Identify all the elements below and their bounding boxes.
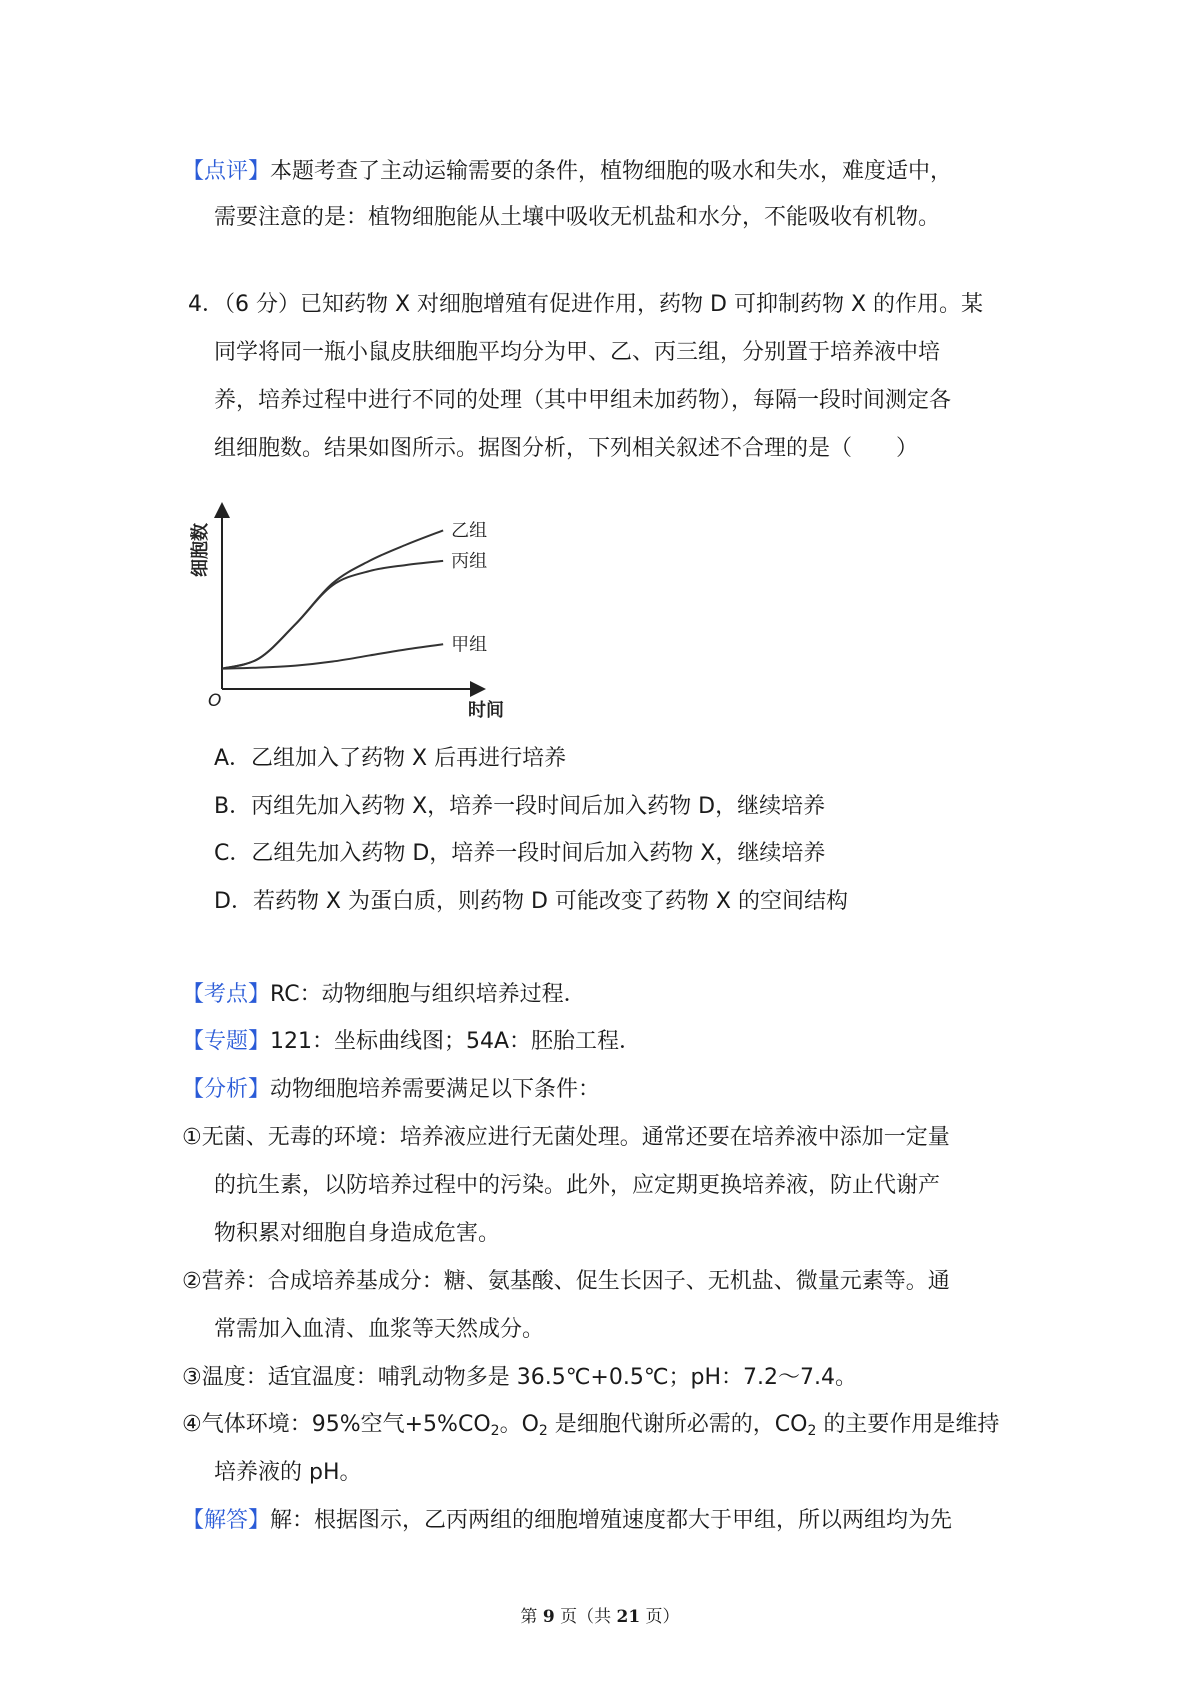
jieda-line — [0, 1506, 1200, 1536]
series-label-2: 丙组 — [451, 550, 488, 572]
series-label-1: 乙组 — [451, 520, 488, 542]
x-axis-label: 时间 — [468, 700, 504, 721]
cond3-line-1: ③温度：适宜温度：哺乳动物多是 36.5℃+0.5℃；pH：7.2～7.4。 — [182, 1365, 858, 1390]
question-line-4: 组细胞数。结果如图所示。据图分析，下列相关叙述不合理的是（ ） — [214, 436, 919, 461]
fenxi-tag: 【分析】 — [182, 1077, 271, 1102]
cond4-line-1 — [0, 1410, 1200, 1440]
option-a: A．乙组加入了药物 X 后再进行培养 — [214, 746, 567, 771]
cond4-sub-3: 2 — [807, 1423, 817, 1439]
zhuanti-line — [0, 1027, 1200, 1057]
cond4-sub-1: 2 — [490, 1423, 500, 1439]
question-line-1: 4．（6 分）已知药物 X 对细胞增殖有促进作用，药物 D 可抑制药物 X 的作用。某 — [188, 292, 984, 317]
cond4-text-b: 。O — [499, 1412, 539, 1437]
series-line-2 — [222, 561, 443, 669]
cond1-line-1: ①无菌、无毒的环境：培养液应进行无菌处理。通常还要在培养液中添加一定量 — [182, 1125, 950, 1150]
cond4-sub-2: 2 — [538, 1423, 548, 1439]
jieda-text: 解：根据图示，乙丙两组的细胞增殖速度都大于甲组，所以两组均为先 — [270, 1508, 953, 1533]
cond4-line-2: 培养液的 pH。 — [214, 1460, 362, 1485]
cond1-line-2: 的抗生素，以防培养过程中的污染。此外，应定期更换培养液，防止代谢产 — [214, 1173, 941, 1198]
zhuanti-text: 121：坐标曲线图；54A：胚胎工程． — [270, 1029, 642, 1054]
cond2-line-2: 常需加入血清、血浆等天然成分。 — [214, 1317, 545, 1342]
review-text-2: 需要注意的是：植物细胞能从土壤中吸收无机盐和水分，不能吸收有机物。 — [214, 205, 941, 230]
cond2-line-1: ②营养：合成培养基成分：糖、氨基酸、促生长因子、无机盐、微量元素等。通 — [182, 1269, 950, 1294]
review-tag: 【点评】 — [182, 159, 271, 184]
option-b: B．丙组先加入药物 X，培养一段时间后加入药物 D，继续培养 — [214, 794, 826, 819]
kaodian-text: RC：动物细胞与组织培养过程． — [270, 982, 586, 1007]
fenxi-line — [0, 1075, 1200, 1105]
page-footer — [0, 1602, 1200, 1627]
question-line-3: 养，培养过程中进行不同的处理（其中甲组未加药物），每隔一段时间测定各 — [214, 388, 952, 413]
series-label-3: 甲组 — [451, 634, 488, 656]
footer-pre: 第 — [520, 1607, 543, 1627]
footer-page: 9 — [542, 1607, 555, 1627]
cond4-text-c: 是细胞代谢所必需的，CO — [547, 1412, 808, 1437]
cond1-line-3: 物积累对细胞自身造成危害。 — [214, 1221, 501, 1246]
kaodian-line — [0, 980, 1200, 1010]
review-text-1: 本题考查了主动运输需要的条件，植物细胞的吸水和失水，难度适中， — [270, 159, 953, 184]
jieda-tag: 【解答】 — [182, 1508, 271, 1533]
series-line-3 — [222, 644, 443, 668]
review-line-1 — [0, 157, 1200, 187]
option-d: D．若药物 X 为蛋白质，则药物 D 可能改变了药物 X 的空间结构 — [214, 889, 848, 914]
cond4-text-d: 的主要作用是维持 — [816, 1412, 1000, 1437]
option-c: C．乙组先加入药物 D，培养一段时间后加入药物 X，继续培养 — [214, 841, 826, 866]
kaodian-tag: 【考点】 — [182, 982, 271, 1007]
footer-total: 21 — [616, 1607, 641, 1627]
zhuanti-tag: 【专题】 — [182, 1029, 271, 1054]
footer-post: 页） — [640, 1607, 680, 1627]
footer-mid: 页（共 — [554, 1607, 617, 1627]
cond4-text-a: ④气体环境：95%空气+5%CO — [182, 1412, 491, 1437]
y-axis-label: 细胞数 — [190, 523, 211, 577]
fenxi-text: 动物细胞培养需要满足以下条件： — [270, 1077, 601, 1102]
cell-growth-chart — [180, 492, 540, 722]
origin-label: O — [208, 691, 222, 711]
question-line-2: 同学将同一瓶小鼠皮肤细胞平均分为甲、乙、丙三组，分别置于培养液中培 — [214, 340, 941, 365]
